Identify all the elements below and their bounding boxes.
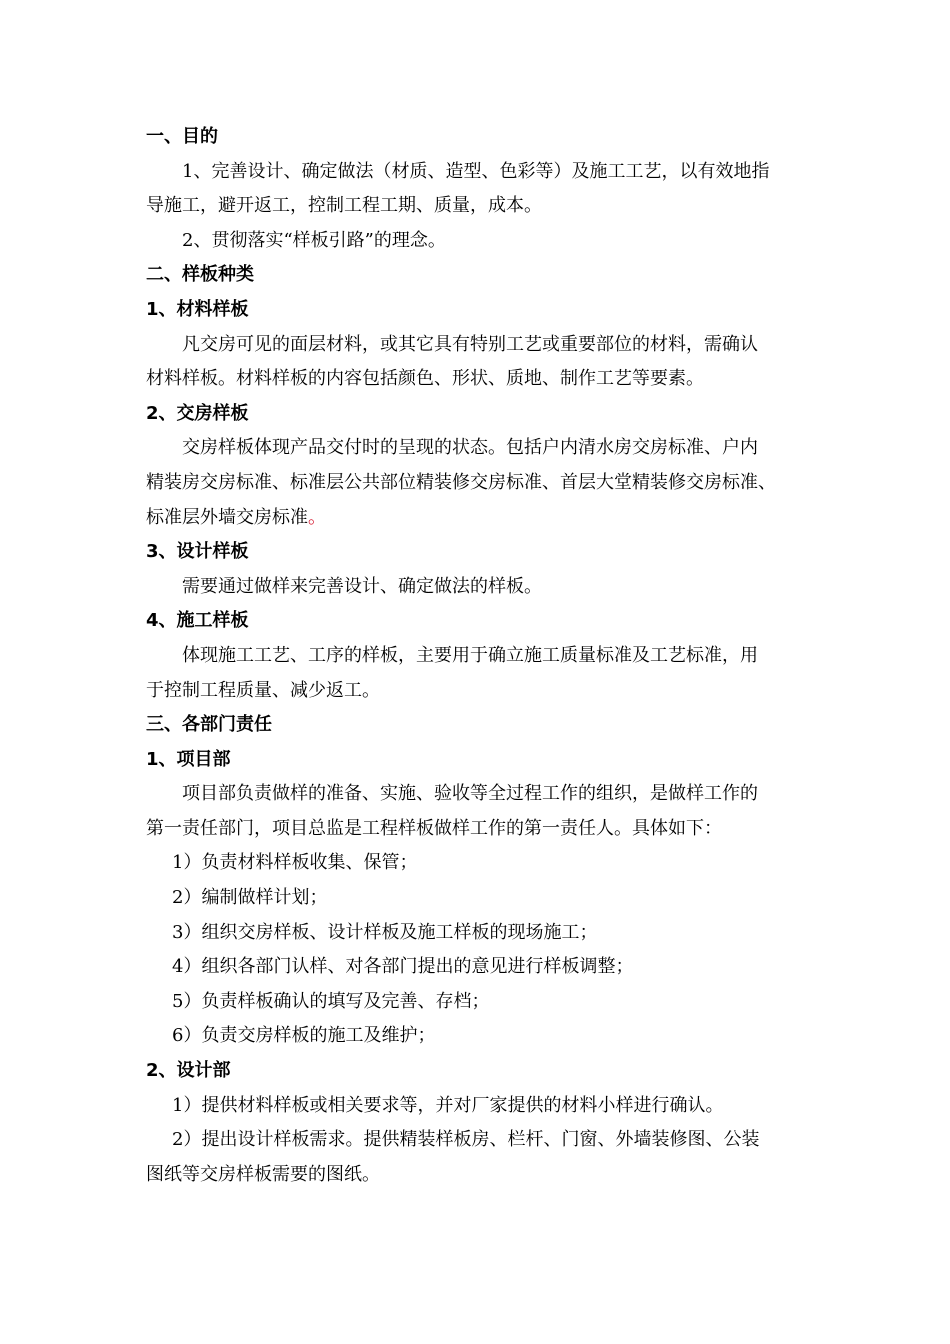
paragraph-line: 导施工，避开返工，控制工程工期、质量，成本。 xyxy=(146,195,542,217)
subsection-heading-design-department: 2、设计部 xyxy=(146,1060,231,1082)
paragraph-line: 项目部负责做样的准备、实施、验收等全过程工作的组织，是做样工作的 xyxy=(182,783,758,805)
paragraph-line: 需要通过做样来完善设计、确定做法的样板。 xyxy=(182,575,542,597)
paragraph-line: 图纸等交房样板需要的图纸。 xyxy=(146,1163,380,1185)
list-item: 6）负责交房样板的施工及维护； xyxy=(172,1025,436,1047)
paragraph-line: 1、完善设计、确定做法（材质、造型、色彩等）及施工工艺，以有效地指 xyxy=(182,160,770,182)
section-heading-responsibilities: 三、各部门责任 xyxy=(146,714,272,736)
paragraph-text: 标准层外墙交房标准 xyxy=(146,506,308,528)
paragraph-line: 2、贯彻落实“样板引路”的理念。 xyxy=(182,229,446,251)
list-item: 2）编制做样计划； xyxy=(172,887,328,909)
list-item: 1）负责材料样板收集、保管； xyxy=(172,852,418,874)
list-item: 2）提出设计样板需求。提供精装样板房、栏杆、门窗、外墙装修图、公装 xyxy=(172,1129,760,1151)
paragraph-line: 体现施工工艺、工序的样板，主要用于确立施工质量标准及工艺标准，用 xyxy=(182,644,758,666)
list-item: 4）组织各部门认样、对各部门提出的意见进行样板调整； xyxy=(172,956,634,978)
paragraph-line: 精装房交房标准、标准层公共部位精装修交房标准、首层大堂精装修交房标准、 xyxy=(146,471,776,493)
paragraph-line xyxy=(146,501,814,536)
subsection-heading-construction-sample: 4、施工样板 xyxy=(146,610,249,632)
list-item: 1）提供材料样板或相关要求等，并对厂家提供的材料小样进行确认。 xyxy=(172,1094,724,1116)
subsection-heading-design-sample: 3、设计样板 xyxy=(146,541,249,563)
paragraph-line: 材料样板。材料样板的内容包括颜色、形状、质地、制作工艺等要素。 xyxy=(146,368,704,390)
paragraph-line: 交房样板体现产品交付时的呈现的状态。包括户内清水房交房标准、户内 xyxy=(182,437,758,459)
subsection-heading-project-department: 1、项目部 xyxy=(146,748,231,770)
list-item: 3）组织交房样板、设计样板及施工样板的现场施工； xyxy=(172,921,598,943)
document-body xyxy=(146,120,814,1192)
paragraph-end-mark: 。 xyxy=(308,506,326,528)
subsection-heading-delivery-sample: 2、交房样板 xyxy=(146,402,249,424)
section-heading-purpose: 一、目的 xyxy=(146,126,218,147)
list-item: 5）负责样板确认的填写及完善、存档； xyxy=(172,990,490,1012)
paragraph-line: 凡交房可见的面层材料，或其它具有特别工艺或重要部位的材料，需确认 xyxy=(182,333,758,355)
subsection-heading-material-sample: 1、材料样板 xyxy=(146,298,249,320)
paragraph-line: 于控制工程质量、减少返工。 xyxy=(146,679,380,701)
section-heading-sample-types: 二、样板种类 xyxy=(146,264,254,286)
paragraph-line: 第一责任部门，项目总监是工程样板做样工作的第一责任人。具体如下： xyxy=(146,817,722,839)
